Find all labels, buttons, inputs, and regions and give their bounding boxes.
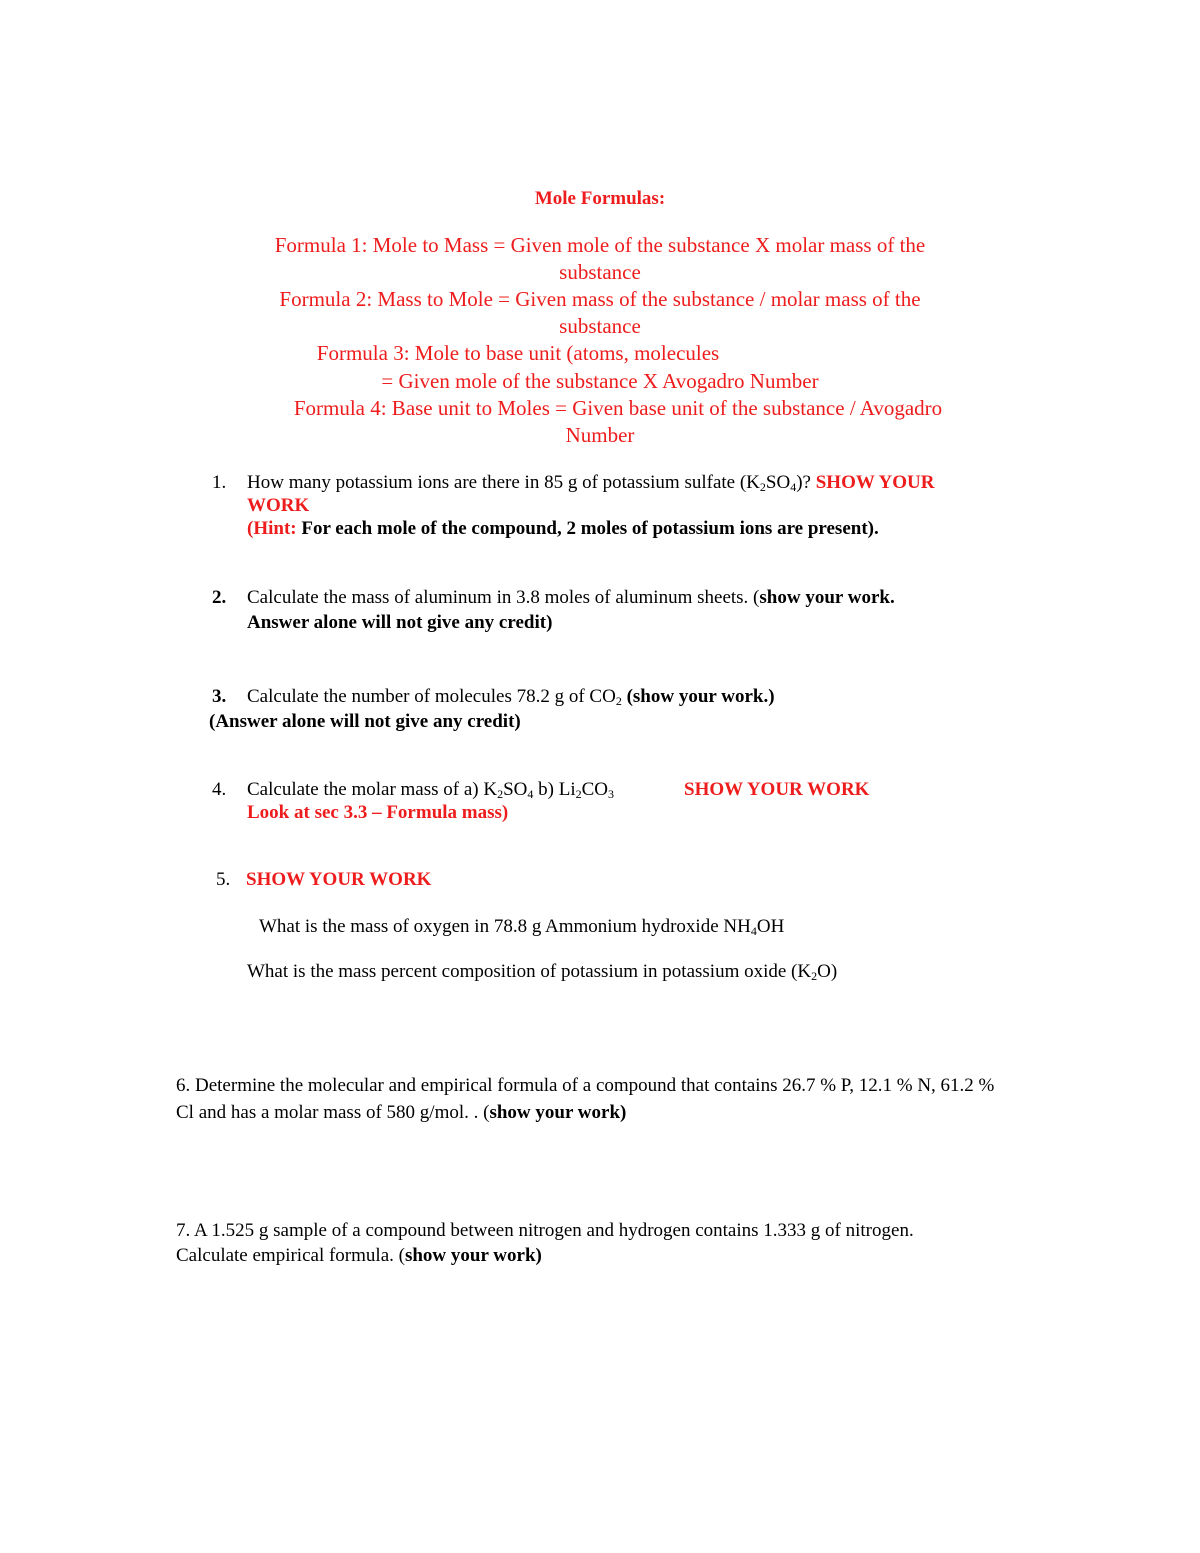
- question-7-line-1: 7. A 1.525 g sample of a compound between nitrogen and hydrogen contains 1.333 g of nitrogen.: [176, 1220, 914, 1241]
- question-4-text: Calculate the molar mass of a) $K_2SO_4$ b) $Li_2CO_3$: [247, 779, 615, 801]
- question-4-number: 4.: [212, 779, 227, 800]
- formula-2-line-1: Formula 2: Mass to Mole = Given mass of the substance / molar mass of the: [279, 287, 921, 311]
- formula-2-line-2: substance: [559, 314, 641, 338]
- question-1-show-work-cont: WORK: [247, 495, 310, 516]
- question-1-text: How many potassium ions are there in 85 g of potassium sulfate $(K_2SO_4)$? SHOW YOUR: [247, 472, 935, 494]
- question-1-hint: (Hint: For each mole of the compound, 2 moles of potassium ions are present).: [247, 518, 879, 539]
- question-5-number: 5.: [216, 869, 231, 890]
- question-4-show-work: SHOW YOUR WORK: [684, 779, 870, 800]
- page-title: Mole Formulas:: [534, 188, 666, 209]
- question-1-number: 1.: [212, 472, 227, 493]
- question-6-line-1: 6. Determine the molecular and empirical formula of a compound that contains 26.7 % P, 12.1 % N, 61.2 %: [176, 1075, 995, 1096]
- question-7-line-2: Calculate empirical formula. (show your work): [176, 1245, 542, 1266]
- formula-3-line-2: = Given mole of the substance X Avogadro Number: [381, 369, 819, 393]
- question-6-line-2: Cl and has a molar mass of 580 g/mol. . (show your work): [176, 1102, 627, 1123]
- question-5-show-work: SHOW YOUR WORK: [246, 869, 432, 890]
- question-1-show-work: SHOW YOUR: [815, 472, 935, 493]
- question-5b-text: What is the mass percent composition of potassium in potassium oxide $(K_2O)$: [247, 961, 838, 983]
- formula-4-line-2: Number: [565, 423, 635, 447]
- formula-1-line-1: Formula 1: Mole to Mass = Given mole of the substance X molar mass of the: [274, 233, 926, 257]
- question-5a-text: What is the mass of oxygen in 78.8 g Ammonium hydroxide $NH_4OH$: [259, 916, 785, 938]
- question-2-number: 2.: [212, 587, 227, 608]
- question-3-number: 3.: [212, 686, 227, 707]
- question-3-credit-note: (Answer alone will not give any credit): [209, 711, 521, 732]
- question-2-text: Calculate the mass of aluminum in 3.8 moles of aluminum sheets. (show your work.: [247, 587, 895, 608]
- question-3-text: Calculate the number of molecules 78.2 g of $CO_2$ (show your work.): [247, 686, 775, 708]
- question-4-reference: Look at sec 3.3 – Formula mass): [247, 802, 509, 823]
- question-2-credit-note: Answer alone will not give any credit): [247, 612, 553, 633]
- formula-1-line-2: substance: [559, 260, 641, 284]
- formula-4-line-1: Formula 4: Base unit to Moles = Given base unit of the substance / Avogadro: [293, 396, 943, 420]
- formula-3-line-1: Formula 3: Mole to base unit (atoms, molecules: [316, 341, 720, 365]
